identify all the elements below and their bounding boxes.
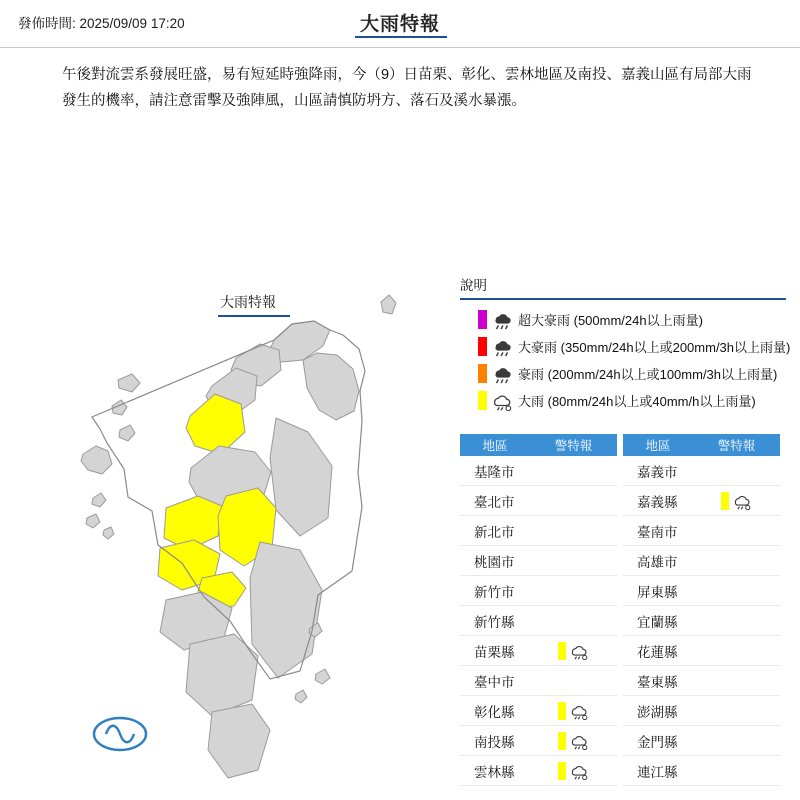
islet-matsu-2: [119, 425, 135, 441]
warning-cell: [693, 492, 780, 510]
area-name-cell: 新竹市: [474, 584, 515, 600]
area-name-cell: 彰化縣: [474, 704, 515, 720]
area-name-cell: 嘉義市: [637, 464, 678, 480]
area-name-cell: 澎湖縣: [637, 704, 678, 720]
warning-color-bar: [558, 702, 566, 720]
area-name-cell: 臺東縣: [637, 674, 678, 690]
header-divider: [0, 47, 800, 48]
warning-color-bar: [558, 762, 566, 780]
area-name-cell: 金門縣: [637, 734, 678, 750]
warning-cell: [530, 762, 617, 780]
legend-swatch-0: [478, 310, 487, 329]
legend-item-3: [460, 387, 786, 414]
table-row[interactable]: [460, 576, 617, 606]
table-row[interactable]: [460, 546, 617, 576]
th-warning-left: 警特報: [530, 434, 617, 456]
legend-item-2: [460, 360, 786, 387]
county-hualien: [270, 418, 332, 536]
table-row[interactable]: [460, 756, 617, 786]
heavy-rain-icon: [491, 310, 513, 330]
cwa-logo: [94, 718, 146, 750]
page-title: 大雨特報: [359, 14, 440, 35]
area-warning-table: [460, 434, 786, 786]
islet-penghu-main: [81, 446, 112, 474]
islet-small-liuqiu: [295, 690, 307, 703]
county-yilan: [303, 353, 359, 420]
table-row[interactable]: [623, 546, 780, 576]
warning-color-bar: [558, 642, 566, 660]
legend-panel: [460, 274, 791, 414]
islet-penghu-3: [86, 514, 100, 528]
islet-orchid-island: [315, 669, 330, 684]
table-row[interactable]: [460, 456, 617, 486]
area-name-cell: 苗栗縣: [474, 644, 515, 660]
th-area-left: 地區: [460, 434, 530, 456]
rain-cloud-icon: [569, 702, 589, 720]
legend-divider: [460, 298, 786, 300]
table-column-right: [623, 456, 780, 786]
heavy-rain-icon: [491, 364, 513, 384]
legend-title: 說明: [460, 278, 487, 293]
islet-penghu-2: [92, 493, 106, 507]
legend-item-0: [460, 306, 786, 333]
warning-cell: [530, 642, 617, 660]
th-area-right: 地區: [623, 434, 693, 456]
area-name-cell: 新北市: [474, 524, 515, 540]
taiwan-map-panel: [60, 282, 460, 782]
area-name-cell: 桃園市: [474, 554, 515, 570]
table-row[interactable]: [460, 696, 617, 726]
warning-marker: [558, 642, 589, 660]
area-name-cell: 臺南市: [637, 524, 678, 540]
table-row[interactable]: [460, 666, 617, 696]
table-row[interactable]: [623, 666, 780, 696]
rain-cloud-icon: [569, 642, 589, 660]
heavy-rain-icon: [491, 337, 513, 357]
table-column-left: [460, 456, 617, 786]
table-row[interactable]: [460, 726, 617, 756]
area-name-cell: 新竹縣: [474, 614, 515, 630]
legend-swatch-2: [478, 364, 487, 383]
rain-cloud-icon: [569, 762, 589, 780]
area-name-cell: 臺北市: [474, 494, 515, 510]
issue-time: 發佈時間: 2025/09/09 17:20: [18, 16, 185, 31]
warning-marker: [558, 762, 589, 780]
area-name-cell: 南投縣: [474, 734, 515, 750]
legend-item-1: [460, 333, 791, 360]
legend-label-1: 大豪雨 (350mm/24h以上或200mm/3h以上雨量): [518, 340, 791, 355]
legend-swatch-1: [478, 337, 487, 356]
islet-matsu-3: [118, 374, 140, 392]
legend-label-0: 超大豪雨 (500mm/24h以上雨量): [518, 313, 703, 328]
warning-marker: [558, 702, 589, 720]
warning-color-bar: [721, 492, 729, 510]
county-taitung: [250, 542, 322, 678]
taiwan-map: [60, 282, 460, 782]
map-title: 大雨特報: [220, 294, 276, 310]
legend-label-2: 豪雨 (200mm/24h以上或100mm/3h以上雨量): [518, 367, 778, 382]
area-name-cell: 花蓮縣: [637, 644, 678, 660]
table-row[interactable]: [460, 486, 617, 516]
area-name-cell: 雲林縣: [474, 764, 515, 780]
table-row[interactable]: [623, 636, 780, 666]
warning-marker: [721, 492, 752, 510]
rain-cloud-icon: [732, 492, 752, 510]
table-row[interactable]: [460, 516, 617, 546]
table-row[interactable]: [623, 486, 780, 516]
legend-swatch-3: [478, 391, 487, 410]
table-row[interactable]: [460, 606, 617, 636]
table-row[interactable]: [623, 606, 780, 636]
warning-cell: [530, 702, 617, 720]
table-row[interactable]: [623, 696, 780, 726]
county-miaoli: [186, 394, 245, 454]
county-pingtung: [208, 704, 270, 778]
area-name-cell: 基隆市: [474, 464, 515, 480]
table-row[interactable]: [623, 456, 780, 486]
table-header-row: [460, 434, 786, 456]
table-row[interactable]: [623, 516, 780, 546]
legend-label-3: 大雨 (80mm/24h以上或40mm/h以上雨量): [518, 394, 756, 409]
warning-marker: [558, 732, 589, 750]
islet-kinmen: [381, 295, 396, 314]
area-name-cell: 嘉義縣: [637, 494, 678, 510]
title-underline: [355, 36, 447, 38]
table-row[interactable]: [623, 576, 780, 606]
rain-cloud-icon: [491, 391, 513, 411]
islet-penghu-4: [103, 527, 114, 539]
warning-color-bar: [558, 732, 566, 750]
area-name-cell: 連江縣: [637, 764, 678, 780]
table-body: [460, 456, 786, 786]
th-warning-right: 警特報: [693, 434, 780, 456]
area-name-cell: 臺中市: [474, 674, 515, 690]
table-row[interactable]: [623, 726, 780, 756]
rain-cloud-icon: [569, 732, 589, 750]
table-row[interactable]: [623, 756, 780, 786]
table-row[interactable]: [460, 636, 617, 666]
warning-description: 午後對流雲系發展旺盛，易有短延時強降雨，今（9）日苗栗、彰化、雲林地區及南投、嘉義山區有局部大雨發生的機率，請注意雷擊及強陣風，山區請慎防坍方、落石及溪水暴漲。: [62, 67, 752, 109]
area-name-cell: 屏東縣: [637, 584, 678, 600]
area-name-cell: 高雄市: [637, 554, 678, 570]
warning-cell: [530, 732, 617, 750]
area-name-cell: 宜蘭縣: [637, 614, 678, 630]
